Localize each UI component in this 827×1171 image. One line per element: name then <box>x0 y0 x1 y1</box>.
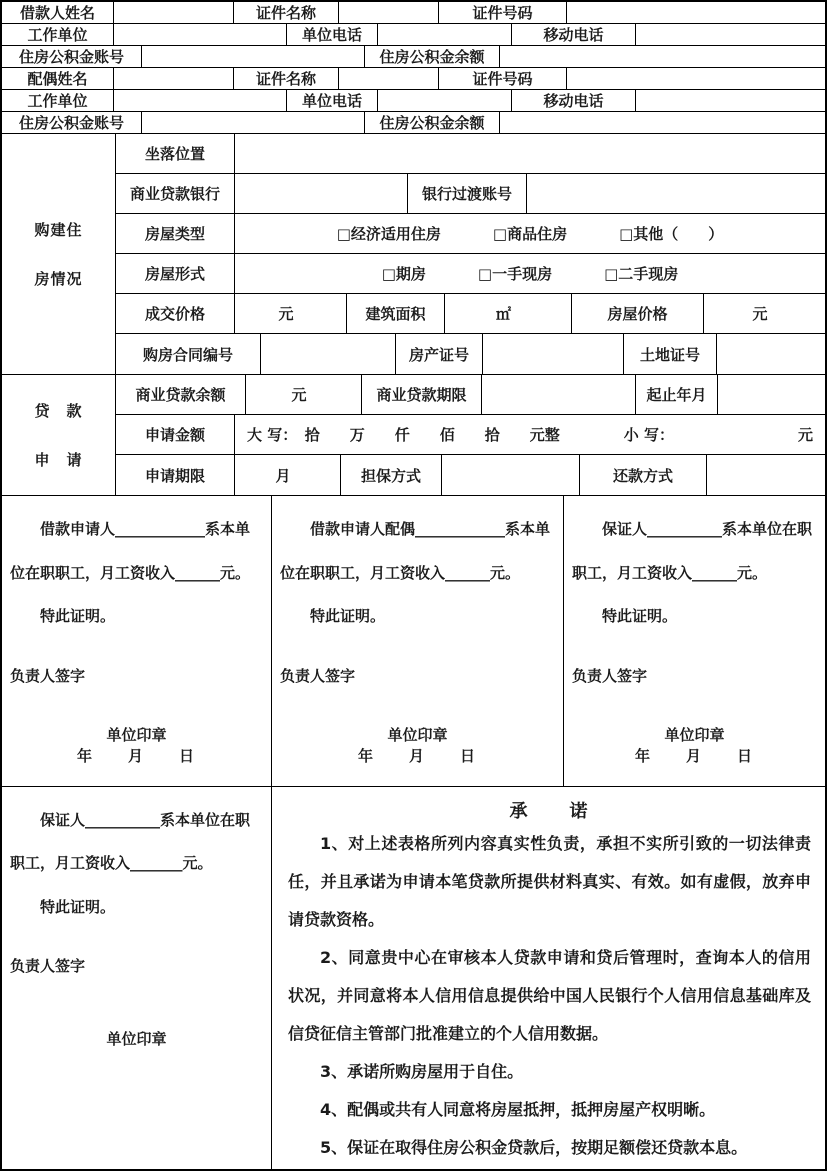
loan-apply-term-row <box>116 455 825 495</box>
cert-seal-label: 单位印章 <box>664 725 725 744</box>
loan-section-rows <box>116 375 825 495</box>
housing-type-options <box>235 214 825 253</box>
housing-section <box>2 134 825 375</box>
spouse-name-label: 配偶姓名 <box>2 68 114 89</box>
loan-section-label-line1: 贷 款 <box>34 402 83 420</box>
borrower-fund-account-label: 住房公积金账号 <box>2 46 142 67</box>
spouse-work-unit-input[interactable] <box>114 90 287 111</box>
borrower-cert-name-input[interactable] <box>339 2 439 23</box>
cert-sign-label[interactable]: 负责人签字 <box>10 957 86 975</box>
spouse-mobile-input[interactable] <box>636 90 825 111</box>
spouse-name-input[interactable] <box>114 68 234 89</box>
promise-item-1: 1、对上述表格所列内容真实性负责，承担不实所引致的一切法律责任，并且承诺为申请本笔贷款所提供材料真实、有效。如有虚假，放弃申请贷款资格。 <box>288 833 811 929</box>
borrower-employment-cert <box>2 496 272 786</box>
loan-section-label <box>2 375 116 495</box>
loan-term-label: 商业贷款期限 <box>362 375 482 414</box>
apply-term-label: 申请期限 <box>116 455 235 495</box>
housing-price-row <box>116 294 825 334</box>
cert-confirm-text: 特此证明。 <box>40 897 116 916</box>
housing-type-row <box>116 214 825 254</box>
land-cert-input[interactable] <box>717 334 825 374</box>
cert-sign-label[interactable]: 负责人签字 <box>572 666 648 685</box>
deal-price-label: 成交价格 <box>116 294 235 333</box>
amount-small-label: 小 写： <box>623 426 674 444</box>
loan-period-input[interactable] <box>718 375 825 414</box>
spouse-fund-balance-label: 住房公积金余额 <box>365 112 500 133</box>
cert-confirm-text: 特此证明。 <box>310 607 386 625</box>
cert-seal-label: 单位印章 <box>106 1030 167 1048</box>
repay-label: 还款方式 <box>580 455 707 495</box>
house-price-unit: 元 <box>752 305 768 323</box>
housing-cert-row <box>116 334 825 374</box>
housing-transit-account-input[interactable] <box>527 174 825 213</box>
loan-balance-input[interactable] <box>246 375 362 414</box>
house-price-label: 房屋价格 <box>572 294 704 333</box>
promise-item-4: 4、配偶或共有人同意将房屋抵押，抵押房屋产权明晰。 <box>320 1100 716 1120</box>
borrower-work-unit-input[interactable] <box>114 24 287 45</box>
house-type-option-economic-checkbox[interactable]: □经济适用住房 <box>336 225 441 243</box>
housing-section-label <box>2 134 116 374</box>
borrower-mobile-label: 移动电话 <box>512 24 636 45</box>
spouse-row-1 <box>2 68 825 90</box>
certification-section <box>2 496 825 787</box>
housing-form-row <box>116 254 825 294</box>
amount-unit: 元 <box>797 426 813 444</box>
building-area-label: 建筑面积 <box>347 294 445 333</box>
borrower-cert-no-input[interactable] <box>567 2 825 23</box>
borrower-unit-phone-label: 单位电话 <box>287 24 378 45</box>
spouse-row-2 <box>2 90 825 112</box>
cert-sign-label[interactable]: 负责人签字 <box>10 666 86 685</box>
housing-location-input[interactable] <box>235 134 825 173</box>
borrower-unit-phone-input[interactable] <box>378 24 512 45</box>
borrower-cert-no-label: 证件号码 <box>439 2 567 23</box>
housing-transit-account-label: 银行过渡账号 <box>408 174 527 213</box>
spouse-mobile-label: 移动电话 <box>512 90 636 111</box>
cert-confirm-text: 特此证明。 <box>40 607 116 625</box>
housing-section-label-line2: 房情况 <box>34 270 83 288</box>
cert-date-line[interactable]: 年 月 日 <box>634 746 754 765</box>
loan-balance-label: 商业贷款余额 <box>116 375 246 414</box>
housing-location-row <box>116 134 825 174</box>
spouse-fund-account-input[interactable] <box>142 112 365 133</box>
housing-bank-input[interactable] <box>235 174 408 213</box>
housing-type-label: 房屋类型 <box>116 214 235 253</box>
borrower-cert-name-label: 证件名称 <box>234 2 339 23</box>
cert-date-line[interactable]: 年 月 日 <box>76 746 196 765</box>
spouse-work-unit-label: 工作单位 <box>2 90 114 111</box>
loan-balance-row <box>116 375 825 415</box>
cert-body-text: 借款申请人____________系本单位在职职工，月工资收入______元。 <box>10 520 251 582</box>
land-cert-label: 土地证号 <box>624 334 717 374</box>
promise-item-5: 5、保证在取得住房公积金贷款后，按期足额偿还贷款本息。 <box>320 1138 748 1158</box>
deal-price-input[interactable] <box>235 294 347 333</box>
promise-item-2: 2、同意贵中心在审核本人贷款申请和贷后管理时，查询本人的信用状况，并同意将本人信用信息提供给中国人民银行个人信用信息基础库及信贷征信主管部门批准建立的个人信用数据。 <box>288 947 811 1043</box>
spouse-employment-cert <box>272 496 564 786</box>
spouse-unit-phone-input[interactable] <box>378 90 512 111</box>
spouse-cert-name-label: 证件名称 <box>234 68 339 89</box>
estate-cert-input[interactable] <box>483 334 624 374</box>
contract-no-input[interactable] <box>261 334 396 374</box>
borrower-row-2 <box>2 24 825 46</box>
building-area-input[interactable] <box>445 294 572 333</box>
loan-balance-unit: 元 <box>291 386 307 404</box>
loan-period-label: 起止年月 <box>636 375 718 414</box>
house-form-option-secondhand-checkbox[interactable]: □二手现房 <box>604 265 679 283</box>
loan-section <box>2 375 825 496</box>
guarantee-label: 担保方式 <box>341 455 442 495</box>
guarantee-input[interactable] <box>442 455 580 495</box>
repay-input[interactable] <box>707 455 825 495</box>
bottom-section <box>2 787 825 1171</box>
borrower-mobile-input[interactable] <box>636 24 825 45</box>
house-type-option-other-checkbox[interactable]: □其他（ ） <box>619 225 724 243</box>
borrower-row-3 <box>2 46 825 68</box>
borrower-fund-balance-label: 住房公积金余额 <box>365 46 500 67</box>
spouse-cert-no-input[interactable] <box>567 68 825 89</box>
spouse-cert-name-input[interactable] <box>339 68 439 89</box>
borrower-fund-balance-input[interactable] <box>500 46 825 67</box>
housing-form-options <box>235 254 825 293</box>
apply-term-unit: 月 <box>275 466 291 485</box>
housing-bank-row <box>116 174 825 214</box>
borrower-name-label: 借款人姓名 <box>2 2 114 23</box>
spouse-row-3 <box>2 112 825 134</box>
cert-body-text: 借款申请人配偶____________系本单位在职职工，月工资收入______元。 <box>280 520 551 582</box>
loan-amount-label: 申请金额 <box>116 415 235 454</box>
borrower-fund-account-input[interactable] <box>142 46 365 67</box>
promise-item-3: 3、承诺所购房屋用于自住。 <box>320 1061 524 1081</box>
loan-section-label-line2: 申 请 <box>34 451 83 469</box>
amount-caps-text: 大 写： 拾 万 仟 佰 拾 元整 <box>247 426 560 444</box>
housing-location-label: 坐落位置 <box>116 134 235 173</box>
house-form-option-forward-checkbox[interactable]: □期房 <box>381 265 426 283</box>
apply-term-input[interactable] <box>235 455 341 495</box>
housing-section-rows <box>116 134 825 374</box>
contract-no-label: 购房合同编号 <box>116 334 261 374</box>
guarantor-employment-cert <box>564 496 825 786</box>
cert-body-text: 保证人__________系本单位在职职工，月工资收入_______元。 <box>10 810 251 872</box>
cert-confirm-text: 特此证明。 <box>602 607 678 625</box>
house-form-option-firsthand-checkbox[interactable]: □一手现房 <box>477 265 553 283</box>
loan-amount-row <box>116 415 825 455</box>
house-price-input[interactable] <box>704 294 825 333</box>
borrower-work-unit-label: 工作单位 <box>2 24 114 45</box>
spouse-cert-no-label: 证件号码 <box>439 68 567 89</box>
housing-section-label-line1: 购建住 <box>34 221 83 239</box>
cert-body-text: 保证人__________系本单位在职职工，月工资收入______元。 <box>572 520 813 582</box>
cert-seal-label: 单位印章 <box>387 725 448 744</box>
promise-title: 承 诺 <box>509 800 590 822</box>
cert-sign-label[interactable]: 负责人签字 <box>280 666 356 685</box>
cert-seal-label: 单位印章 <box>106 725 167 744</box>
cert-date-line[interactable]: 年 月 日 <box>357 746 477 765</box>
estate-cert-label: 房产证号 <box>396 334 483 374</box>
spouse-unit-phone-label: 单位电话 <box>287 90 378 111</box>
housing-form-label: 房屋形式 <box>116 254 235 293</box>
loan-amount-input[interactable] <box>235 415 825 454</box>
building-area-unit: ㎡ <box>495 305 511 323</box>
spouse-fund-account-label: 住房公积金账号 <box>2 112 142 133</box>
spouse-fund-balance-input[interactable] <box>500 112 825 133</box>
house-type-option-commodity-checkbox[interactable]: □商品住房 <box>492 225 568 243</box>
deal-price-unit: 元 <box>278 305 294 323</box>
promise-section <box>272 787 825 1171</box>
housing-bank-label: 商业贷款银行 <box>116 174 235 213</box>
loan-term-input[interactable] <box>482 375 636 414</box>
borrower-row-1 <box>2 2 825 24</box>
guarantor-employment-cert-2 <box>2 787 272 1171</box>
borrower-name-input[interactable] <box>114 2 234 23</box>
